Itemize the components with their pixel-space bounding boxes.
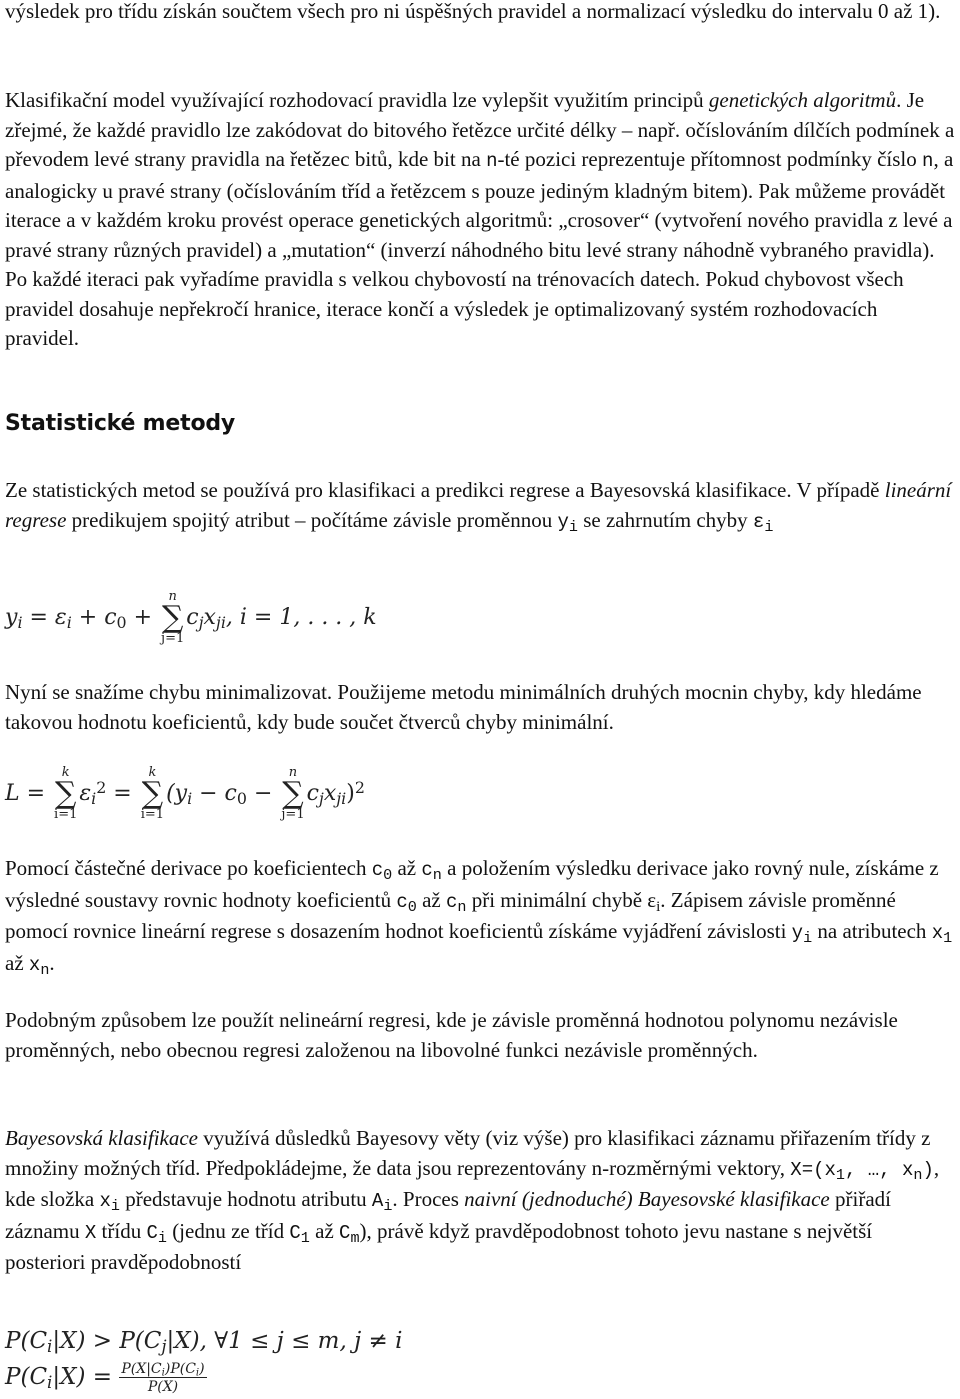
paragraph-nonlinear-regression: Podobným způsobem lze použít nelineární regresi, kde je závisle proměnná hodnotou polynomu nezávisle proměnných, nebo obecnou regresi založenou na libovolné funkci nezávisle proměnných. [5,1008,898,1062]
equation-bayes-condition: $P(C_i|X) > P(C_j|X)$, ∀1 ≤ j ≤ m, j ≠ i [5,1328,403,1357]
summation-symbol: k ∑ i=1 [140,765,165,822]
equation-least-squares: L = k ∑ i=1 $\varepsilon_i^2$ = k ∑ i=1 ($y_i - c_0$ − n ∑ j=1 $c_jx_{ji})^2$ [5,765,365,822]
equation-linear-regression: $y_i = \varepsilon_i + c_0$ + n ∑ j=1 $c_jx_{ji}$, i = 1, . . . , k [5,589,377,646]
fraction: $\frac{P(X|C_i)P(C_i)}{P(X)}$ [121,1361,205,1395]
equation-bayes-theorem: $P(C_i|X)$ = $\frac{P(X|C_i)P(C_i)}{P(X)}$ [5,1361,205,1395]
paragraph-partial-derivatives: Pomocí částečné derivace po koeficientech $c_0$ až $c_n$ a položením výsledku derivace jako rovný nule, získáme z výsledné soustavy rovnic hodnoty koeficientů $c_0$ až $c_n$ při minimální chybě $\varepsilon_i$. Zápisem závisle proměnné pomocí rovnice lineární regrese s dosazením hodnot koeficientů získáme vyjádření závislosti $y_i$ na atributech $x_1$ až $x_n$. [5,856,953,979]
summation-symbol: n ∑ j=1 [161,589,185,646]
paragraph-minimize-error: Nyní se snažíme chybu minimalizovat. Použijeme metodu minimálních druhých mocnin chyby, kdy hledáme takovou hodnotu koeficientů, kdy bude součet čtverců chyby minimální. [5,680,922,734]
term-genetic-algorithms: genetických algoritmů [708,88,897,112]
paragraph-linear-regression: Ze statistických metod se používá pro klasifikaci a predikci regrese a Bayesovská klasifikace. V případě lineární regrese predikujem spojitý atribut – počítáme závisle proměnnou $y_i$ se zahrnutím chyby $\varepsilon_i$ [5,478,952,536]
paragraph-bayesian-classification: Bayesovská klasifikace využívá důsledků Bayesovy věty (viz výše) pro klasifikaci záznamu přiřazením třídy z množiny možných tříd. Předpokládejme, že data jsou reprezentovány n-rozměrnými vektory, $X=(x_1$, …, $x_n$), kde složka $x_i$ představuje hodnotu atributu $A_i$. Proces naivní (jednoduché) Bayesovské klasifikace přiřadí záznamu X třídu $C_i$ (jednu ze tříd $C_1$ až $C_m$), právě když pravděpodobnost tohoto jevu nastane s největší posteriori pravděpodobností [5,1126,940,1274]
section-heading-statistical-methods: Statistické metody [5,411,236,436]
summation-symbol: n ∑ j=1 [281,765,305,822]
term-naive-bayes: naivní (jednoduché) Bayesovské klasifikace [464,1187,830,1211]
paragraph-intro-continuation: výsledek pro třídu získán součtem všech pro ni úspěšných pravidel a normalizací výsledku do intervalu 0 až 1). [5,0,941,23]
term-bayesian-classification: Bayesovská klasifikace [5,1126,198,1150]
paragraph-genetic-algorithms: Klasifikační model využívající rozhodovací pravidla lze vylepšit využitím principů genetických algoritmů. Je zřejmé, že každé pravidlo lze zakódovat do bitového řetězce určité délky – např. očíslováním dílčích podmínek a převodem levé strany pravidla na řetězec bitů, kde bit na n-té pozici reprezentuje přítomnost podmínky číslo n, a analogicky u pravé strany (očíslováním tříd a řetězcem s pouze jediným kladným bitem). Pak můžeme provádět iterace a v každém kroku provést operace genetických algoritmů: „crosover“ (vytvoření nového pravidla z levé a pravé strany různých pravidel) a „mutation“ (inverzí náhodného bitu levé strany náhodně vybraného pravidla). Po každé iteraci pak vyřadíme pravidla s velkou chybovostí na trénovacích datech. Pokud chybovost všech pravidel dosahuje nepřekročí hranice, iterace končí a výsledek je optimalizovaný systém rozhodovacích pravidel. [5,88,955,350]
term-linear-regression: lineární regrese [5,478,952,532]
summation-symbol: k ∑ i=1 [54,765,78,822]
